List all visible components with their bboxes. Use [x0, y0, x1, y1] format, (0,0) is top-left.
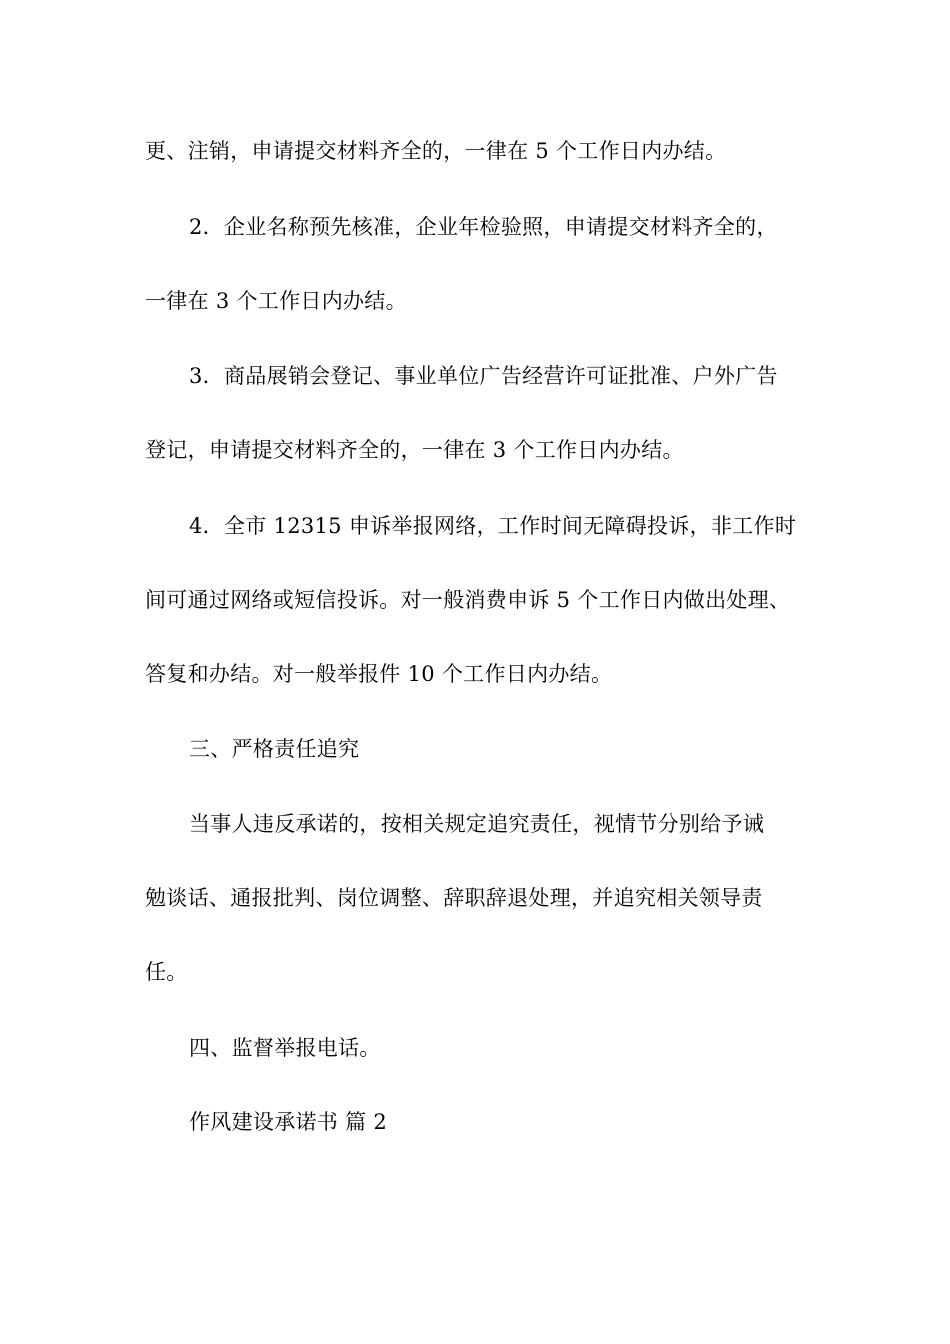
body-line-10: 当事人违反承诺的，按相关规定追究责任，视情节分别给予诫 [189, 812, 765, 836]
article-title-2: 作风建设承诺书 篇 2 [189, 1110, 388, 1134]
body-line-6: 4．全市 12315 申诉举报网络，工作时间无障碍投诉，非工作时 [189, 514, 797, 538]
body-line-4: 3．商品展销会登记、事业单位广告经营许可证批准、户外广告 [189, 364, 778, 388]
body-line-12: 任。 [145, 960, 188, 984]
body-line-8: 答复和办结。对一般举报件 10 个工作日内办结。 [145, 662, 613, 686]
body-line-7: 间可通过网络或短信投诉。对一般消费申诉 5 个工作日内做出处理、 [145, 588, 791, 612]
body-line-11: 勉谈话、通报批判、岗位调整、辞职辞退处理，并追究相关领导责 [145, 886, 763, 910]
body-line-2: 2．企业名称预先核准，企业年检验照，申请提交材料齐全的， [189, 215, 778, 239]
body-line-1: 更、注销，申请提交材料齐全的，一律在 5 个工作日内办结。 [145, 139, 727, 163]
body-line-5: 登记，申请提交材料齐全的，一律在 3 个工作日内办结。 [145, 438, 684, 462]
section-heading-3: 三、严格责任追究 [189, 737, 360, 761]
body-line-3: 一律在 3 个工作日内办结。 [145, 289, 407, 313]
section-heading-4: 四、监督举报电话。 [189, 1036, 381, 1060]
